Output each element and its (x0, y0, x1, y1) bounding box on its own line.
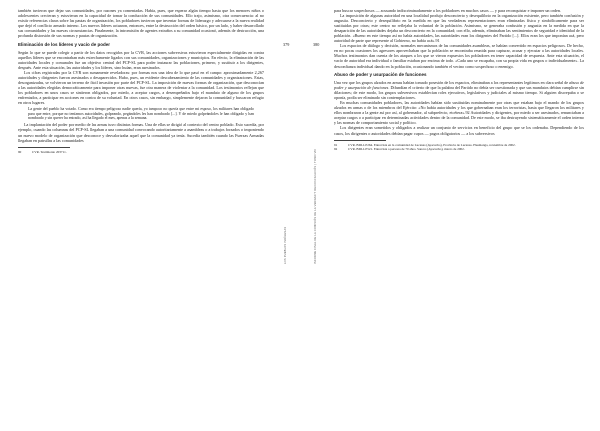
right-paragraph-4: Una vez que los grupos alzados en armas habían tomado posesión de los espacios, eliminaban a los representantes legítimos en clara señal de abuso de poder y usurpación de funciones. Difundían el criterio de que la palabra del Partido no debía ser cuestionada y que sus mandatos debían cumplirse sin dilaciones; de este modo, los grupos subversivos establecían roles ejecutivos, legislativos y judiciales al mismo tiempo. Si alguien discrepaba o se oponía, podía ser eliminado sin contemplaciones. (334, 80, 584, 101)
right-paragraph-5: En muchas comunidades pobladores, las autoridades habían sido sustituidas nominalmente por otras que estaban bajo el mando de los grupos alzados en armas o de los miembros del Ejército: «No había autoridades y los que gobernaban eran los terroristas, hasta que llegaron los militares y ellos nombraron a la gente así por así, al gobernador, al subprefecto, etcétera».92 Autoridades y dirigentes, por miedo a ser asesinados, renunciaban a aceptar cargos o a participar en determinadas actividades dentro de la comunidad. De este modo, se iba destruyendo sistemáticamente el orden interno y las normas de comportamiento social y político. (334, 100, 584, 126)
left-section-heading: Eliminación de los líderes y vacío de poder (18, 41, 111, 47)
page-number-right: 380 (313, 42, 320, 47)
right-paragraph-2: La imposición de algunas autoridad en una localidad produjo desconcierto y desequilibrio en la organización existente, pero también confusión y angustia. Desconcierto y desequilibrio en la medida en que las verdaderas representaciones eran eliminadas física y simbólicamente para ser sustituidas por otras; este centro no reflejaba la voluntad de la población. Asimismo, se generaba confusión y angustia en la medida en que la desaparición de las autoridades dejaba un desconcierto en la comunidad; con ello, además, eliminaban las sentimientos de seguridad e identidad de la población. «Bueno en este tiempo así no había autoridades, las autoridades eran los dirigentes del Partido [...]. Ellos eran los que imponían acá, pero autoridad de parte que represente al Gobierno, no había acá».91 (334, 13, 584, 44)
page-number-left: 379 (283, 42, 290, 47)
running-head-left: LOS PUEBLOS INDÍGENAS (284, 226, 287, 264)
right-section-heading: Abuso de poder y usurpación de funciones (334, 72, 427, 78)
left-paragraph-2: Según lo que se puede colegir a partir de los datos recogidos por la CVR, las acciones subversivas estuvieron especialmente dirigidas en contra aquellos líderes que se encontraban más estrechamente ligados con sus comunidades, organizaciones y municipios. En efecto, la eliminación de las autoridades locales y comunales fue un objetivo central del PCP-SL para poder instaurar las poblaciones, primero, y sustituir a los dirigentes, después. Ante esta situación, las autoridades y los líderes, sino huían, eran asesinados. (18, 49, 264, 70)
footnote-rule (334, 140, 386, 141)
left-paragraph-1: también tuvieron que dejar sus comunidades, por razones ya comentadas. Había, pues, que esperar algún tiempo hasta que los menores niños o adolescentes crecieran y estuvieran en la capacidad de tomar la conducción de sus comunidades. Ello trajo, asimismo, otra consecuencia: al no existir referencias claras sobre las pautas de organización, los pobladores tuvieron que inventar formas de liderazgo y adecuarse a la nueva realidad que dejó el conflicto armado interno. Los nuevos líderes actuaron, entonces, entre la destrucción del orden básico, por un lado, y haber desarrollado sus comunidades y las nuevas circunstancias. Finalmente, la intromisión de agentes extraños a su comunidad ocasionó, además de destrucción, una profunda distorsión de sus normas y pautas de organización. (18, 8, 264, 39)
right-text-column (334, 8, 584, 151)
footnote-text: CVR. BDI-I-P521. Entrevista a persona de 70 años. Sancos (Ayacucho), marzo de 2002. (348, 146, 465, 151)
footnote (18, 150, 264, 154)
footnote (334, 147, 584, 151)
left-text-column (18, 8, 264, 154)
footnote-rule (18, 147, 70, 148)
right-page (300, 0, 600, 431)
left-paragraph-4: La implantación del poder por medio de las armas tuvo distintas formas. Una de ellas se dirigió al contexto del centro poblado. Esto sucedía, por ejemplo, cuando las columnas del PCP-SL llegaban a una comunidad convocando autoritariamente a asambleas o a trabajos forzados o imponiendo un nuevo modelo de organización que desconoce y desvalorizaba aquel que la comunidad ya tenía. Sucedía también cuando las Fuerzas Armadas llegaban en patrullas a las comunidades (18, 122, 264, 143)
running-head-right: INFORME FINAL DE LA COMISIÓN DE LA VERDAD Y RECONCILIACIÓN | TOMO VIII (314, 148, 317, 264)
right-paragraph-3: Los espacios de diálogo y decisión, normales mecanismos de las comunidades asambleas, se habían convertido en espacios peligrosos. De hecho, en no pocas ocasiones los agresores aprovechaban que la población se encontraba reunida para capturar, acusar y ejecutar a las autoridades locales. Muchos testimonios dan cuenta de los ataques a los que se vieron expuestos los pobladores en tener capacidad de respuesta. Ante esta situación, el vacío de autoridad era individual o familiar estaban por encima de todo. «Cada uno se escapaba, con su propia vida en grupos o individualmente». La desconfianza individual dando en la población, ocasionando también el vecino como sospechoso o enemigo. (334, 43, 584, 69)
right-paragraph-1: para buscar sospechosos — acusando indiscriminadamente a los pobladores en muchos casos — y para reconquistar e imponer un orden. (334, 8, 561, 13)
left-paragraph-3: Los cifras registradas por la CVR son sumamente reveladoras: por formas nos una idea de lo que pasó en el campo: aproximadamente 2,267 autoridades y dirigentes fueron asesinados o desaparecidos. Hubo, pues, un evidente descabezamiento de las comunidades y organizaciones. Estas, desorganizadas, se volvieron un terreno de fácil invasión por parte del PCP-SL. La imposición de nuevas formas de organización, que desconocían a las autoridades elegidas democráticamente para imponer otras nuevas, fue otra manera de violentar a la comunidad. Los testimonios reflejan que los pobladores en unos casos se sintieron obligados, por miedo, a aceptar cargos, a desempeñados bajo el mandato de alguno de los grupos enfrentados, a participar en acciones en contra de su voluntad. En otros casos, sin embargo, simplemente dejaron la comunidad y buscaron refugio en otros lugares. (18, 69, 264, 106)
testimony-quote (28, 107, 254, 121)
testimony-quote-text: La gente del pueblo ha votado. Como era tiempo peligroso nadie quería, yo tampoco no quería que entre mi esposo, los militares han obligado para que entre, porque no teníamos autoridades, golpeando, pegándoles les han nombrado [...]. Y de miedo golpeándoles le han obligado y han nombrado y sin querer ha entrado, así ha llegado el mes, apenas a la semana. (28, 106, 254, 121)
footnote-text: CVR. BDI-I-P264. Entrevista en la comunidad de Lucanas (Ayacucho), Provincia de Lucanas. Huamanga, noviembre de 2002. (348, 142, 516, 147)
right-paragraph-6: Los dirigentes eran sometidos y obligados a realizar un conjunto de servicios en beneficio del grupo que se los ordenaba. Dependiendo de los casos, los dirigentes o autoridades debían pagar cupos — pagos obligatorios — a los subversivos (334, 125, 584, 136)
footnote-text: CVR. Testimonio 203711. (32, 149, 67, 154)
footnote-number: 92 (334, 146, 338, 151)
footnote-number: 90 (18, 149, 22, 154)
footnote-number: 91 (334, 142, 338, 147)
